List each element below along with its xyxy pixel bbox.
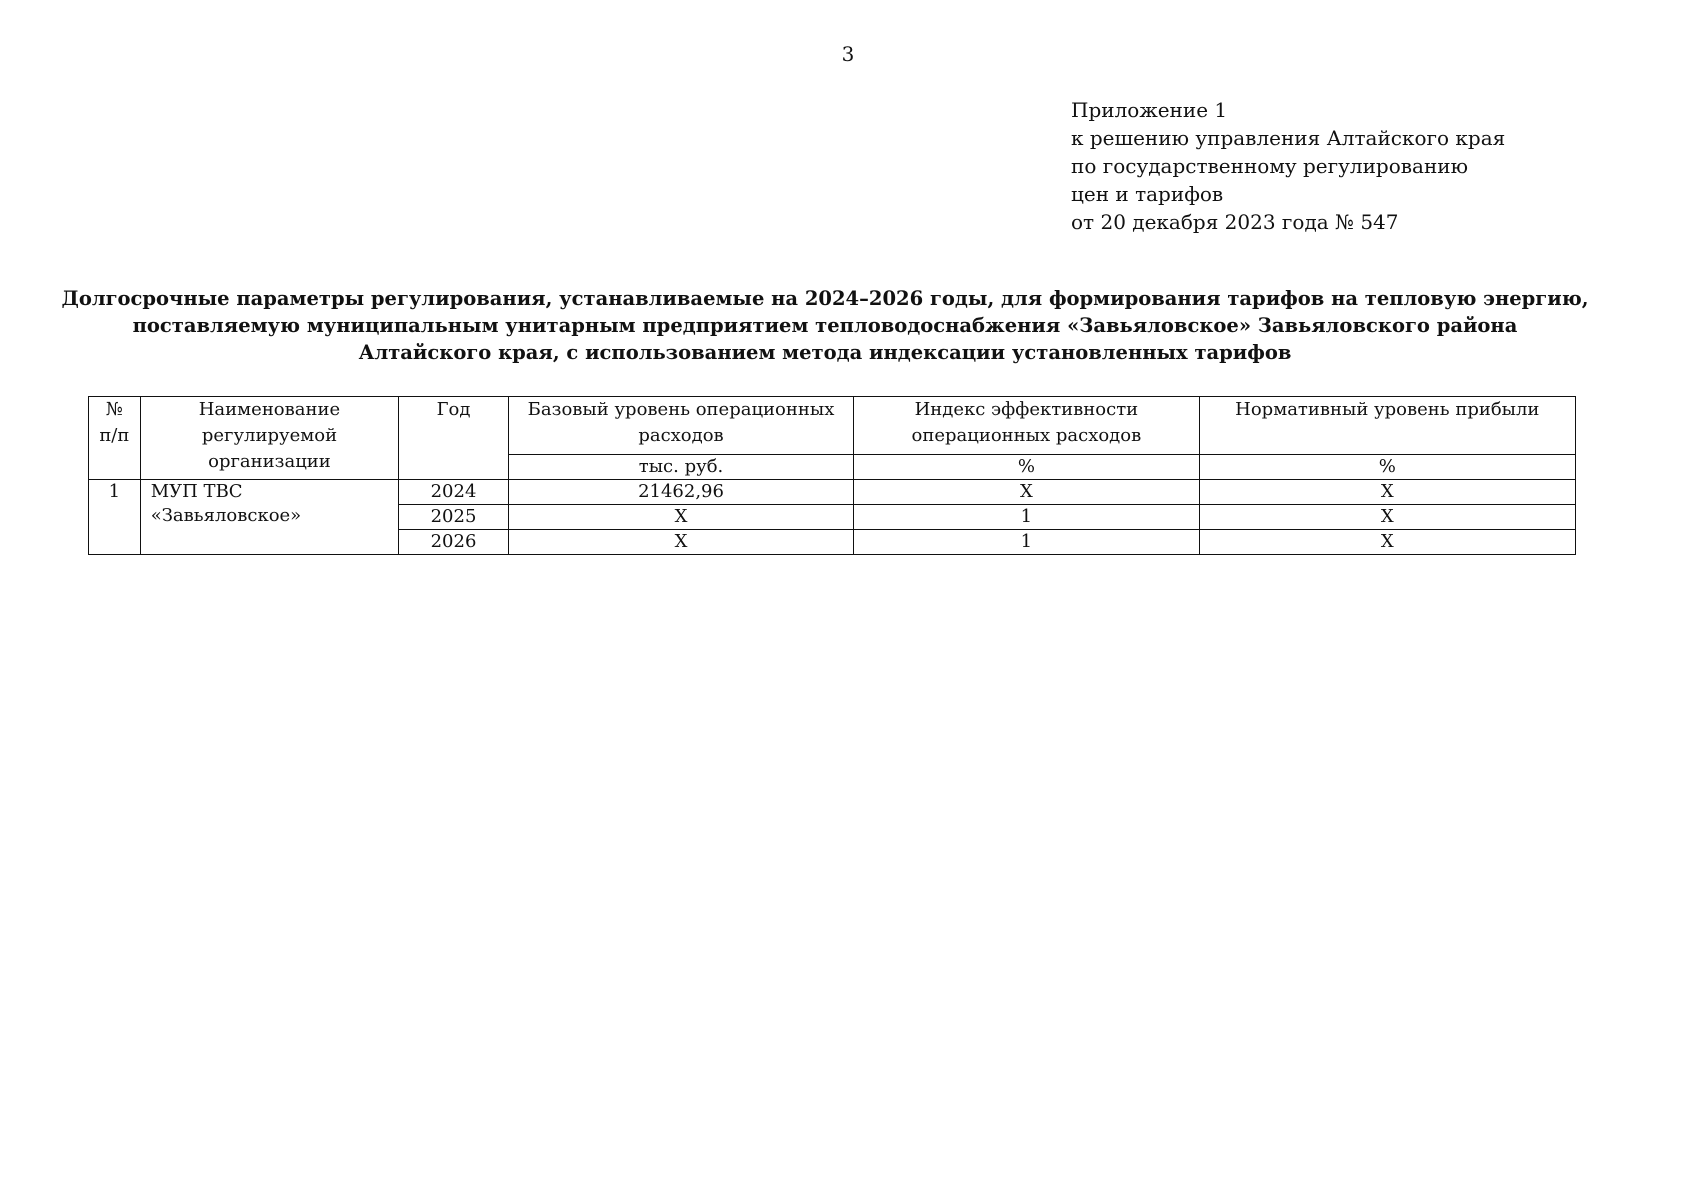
header-base-line: расходов (638, 425, 724, 446)
document-title (60, 285, 1590, 366)
title-line: Долгосрочные параметры регулирования, устанавливаемые на 2024–2026 годы, для формирования тарифов на тепловую энергию, (61, 287, 1589, 310)
unit-base: тыс. руб. (508, 455, 853, 480)
cell-index: 1 (854, 505, 1199, 530)
header-org-line: регулируемой (201, 425, 338, 446)
appendix-line: по государственному регулированию (1071, 154, 1469, 178)
header-num-line: № (105, 399, 123, 420)
cell-base: Х (508, 505, 853, 530)
header-base-line: Базовый уровень операционных (527, 399, 835, 420)
header-org-line: Наименование (198, 399, 341, 420)
cell-index: 1 (854, 530, 1199, 555)
appendix-line: к решению управления Алтайского края (1071, 126, 1506, 150)
table-header-row (89, 397, 1576, 455)
cell-profit: Х (1199, 480, 1575, 505)
header-index (854, 397, 1199, 455)
parameters-table (88, 396, 1576, 555)
header-index-line: операционных расходов (911, 425, 1142, 446)
page-number: 3 (841, 42, 855, 66)
appendix-line: цен и тарифов (1071, 182, 1224, 206)
header-base (508, 397, 853, 455)
cell-year: 2025 (399, 505, 509, 530)
cell-profit: Х (1199, 530, 1575, 555)
header-index-line: Индекс эффективности (914, 399, 1139, 420)
table-row (89, 480, 1576, 505)
title-line: поставляемую муниципальным унитарным предприятием тепловодоснабжения «Завьяловское» Завьяловского района (132, 314, 1518, 337)
header-year: Год (399, 397, 509, 480)
organization-name: МУП ТВС «Завьяловское» (140, 480, 399, 555)
header-org-line: организации (208, 451, 331, 472)
cell-base: Х (508, 530, 853, 555)
appendix-line: Приложение 1 (1071, 98, 1228, 122)
cell-year: 2026 (399, 530, 509, 555)
cell-index: Х (854, 480, 1199, 505)
cell-base: 21462,96 (508, 480, 853, 505)
unit-index: % (854, 455, 1199, 480)
header-org (140, 397, 399, 480)
appendix-line: от 20 декабря 2023 года № 547 (1071, 210, 1399, 234)
appendix-block (1071, 96, 1505, 236)
cell-year: 2024 (399, 480, 509, 505)
header-num (89, 397, 141, 480)
unit-profit: % (1199, 455, 1575, 480)
header-profit: Нормативный уровень прибыли (1199, 397, 1575, 455)
row-number: 1 (89, 480, 141, 555)
cell-profit: Х (1199, 505, 1575, 530)
header-num-line: п/п (99, 425, 130, 446)
title-line: Алтайского края, с использованием метода индексации установленных тарифов (358, 341, 1292, 364)
